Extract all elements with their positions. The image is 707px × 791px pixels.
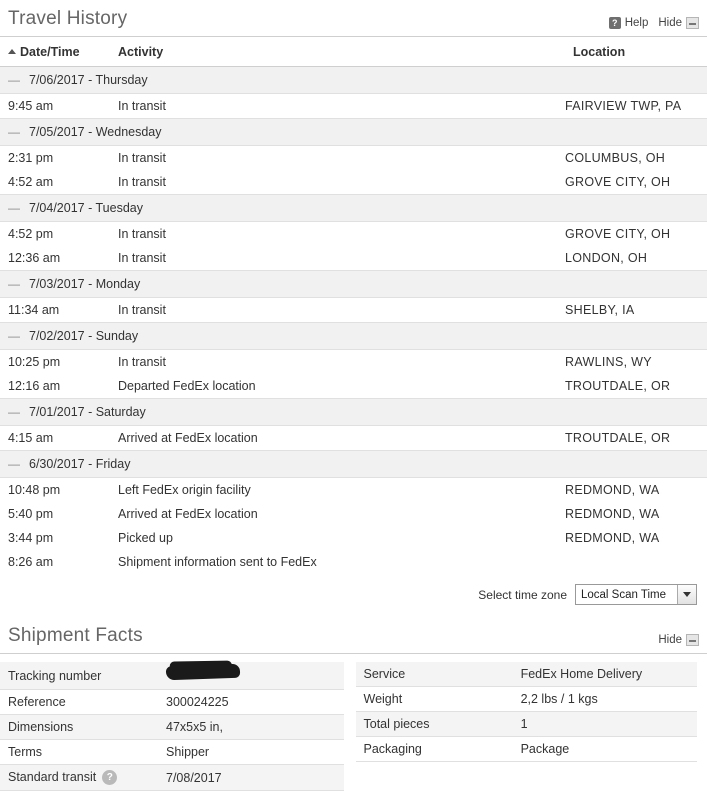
travel-event-row: [0, 550, 707, 574]
shipment-facts-right-column: [354, 662, 707, 791]
travel-event-row: [0, 170, 707, 195]
travel-day-cell: [0, 195, 707, 222]
event-time: 8:26 am: [0, 550, 110, 574]
travel-event-row: [0, 298, 707, 323]
fact-row: [0, 715, 344, 740]
travel-day-label: 6/30/2017 - Friday: [29, 457, 130, 471]
shipment-facts-header-controls: [658, 634, 699, 646]
event-location: TROUTDALE, OR: [565, 426, 707, 451]
travel-event-row: [0, 146, 707, 171]
event-location: SHELBY, IA: [565, 298, 707, 323]
hide-travel-history-link[interactable]: Hide: [658, 17, 682, 29]
collapse-day-icon[interactable]: —: [8, 201, 19, 215]
fact-label-text: Tracking number: [8, 669, 101, 683]
fact-label-text: Total pieces: [364, 717, 430, 731]
column-label-datetime: Date/Time: [20, 45, 80, 59]
sort-ascending-icon: [8, 49, 16, 54]
fact-value: 300024225: [158, 690, 344, 715]
event-time: 2:31 pm: [0, 146, 110, 171]
fact-label: [356, 712, 513, 737]
timezone-selected-value: Local Scan Time: [581, 589, 666, 601]
fact-value: 2,2 lbs / 1 kgs: [513, 687, 697, 712]
shipment-facts-right-table: [356, 662, 698, 762]
travel-day-row[interactable]: [0, 451, 707, 478]
travel-day-row[interactable]: [0, 119, 707, 146]
travel-day-cell: [0, 451, 707, 478]
travel-event-row: [0, 246, 707, 271]
travel-event-row: [0, 502, 707, 526]
event-time: 4:52 pm: [0, 222, 110, 247]
timezone-select[interactable]: [575, 584, 697, 605]
travel-day-label: 7/05/2017 - Wednesday: [29, 125, 162, 139]
collapse-day-icon[interactable]: —: [8, 405, 19, 419]
event-location: RAWLINS, WY: [565, 350, 707, 375]
travel-day-row[interactable]: [0, 67, 707, 94]
event-activity: In transit: [110, 170, 565, 195]
fact-row: [0, 662, 344, 690]
column-header-location[interactable]: [565, 37, 707, 67]
chevron-down-icon[interactable]: [677, 585, 696, 604]
timezone-row: [0, 574, 707, 617]
travel-event-row: [0, 526, 707, 550]
fact-row: [356, 687, 698, 712]
collapse-icon[interactable]: [686, 17, 699, 29]
event-activity: In transit: [110, 222, 565, 247]
column-header-datetime[interactable]: [0, 37, 110, 67]
event-time: 12:16 am: [0, 374, 110, 399]
event-location: [565, 550, 707, 574]
fact-row: [0, 740, 344, 765]
fact-label: [0, 690, 158, 715]
hide-shipment-facts-link[interactable]: Hide: [658, 634, 682, 646]
fact-row: [356, 662, 698, 687]
event-activity: In transit: [110, 350, 565, 375]
travel-day-label: 7/03/2017 - Monday: [29, 277, 140, 291]
travel-event-row: [0, 94, 707, 119]
collapse-day-icon[interactable]: —: [8, 457, 19, 471]
collapse-day-icon[interactable]: —: [8, 329, 19, 343]
fact-row: [356, 737, 698, 762]
travel-day-row[interactable]: [0, 195, 707, 222]
fact-value: FedEx Home Delivery: [513, 662, 697, 687]
travel-day-cell: [0, 271, 707, 298]
event-location: GROVE CITY, OH: [565, 170, 707, 195]
travel-history-table: [0, 37, 707, 574]
travel-event-row: [0, 426, 707, 451]
fact-row: [0, 690, 344, 715]
help-icon[interactable]: ?: [609, 17, 621, 29]
column-header-activity[interactable]: [110, 37, 565, 67]
travel-day-cell: [0, 67, 707, 94]
travel-event-row: [0, 374, 707, 399]
collapse-day-icon[interactable]: —: [8, 277, 19, 291]
event-time: 10:48 pm: [0, 478, 110, 503]
event-time: 9:45 am: [0, 94, 110, 119]
event-time: 5:40 pm: [0, 502, 110, 526]
travel-day-cell: [0, 399, 707, 426]
travel-event-row: [0, 478, 707, 503]
redacted-tracking-number: [166, 664, 240, 681]
travel-day-label: 7/01/2017 - Saturday: [29, 405, 146, 419]
travel-day-row[interactable]: [0, 399, 707, 426]
travel-day-label: 7/06/2017 - Thursday: [29, 73, 148, 87]
fact-label: [0, 715, 158, 740]
fact-value: 1: [513, 712, 697, 737]
event-time: 4:52 am: [0, 170, 110, 195]
column-label-location: Location: [573, 45, 625, 59]
travel-day-label: 7/04/2017 - Tuesday: [29, 201, 143, 215]
shipment-facts-title: Shipment Facts: [8, 625, 697, 647]
event-location: COLUMBUS, OH: [565, 146, 707, 171]
fact-value: Shipper: [158, 740, 344, 765]
shipment-facts-header: [0, 617, 707, 654]
fact-value: Package: [513, 737, 697, 762]
event-location: REDMOND, WA: [565, 478, 707, 503]
shipment-facts-left-table: [0, 662, 344, 791]
timezone-label: Select time zone: [478, 588, 567, 602]
spacer: [0, 654, 707, 662]
travel-history-header-controls: [609, 17, 699, 29]
travel-day-row[interactable]: [0, 271, 707, 298]
event-activity: Left FedEx origin facility: [110, 478, 565, 503]
fact-label-text: Dimensions: [8, 720, 73, 734]
event-time: 10:25 pm: [0, 350, 110, 375]
fact-label-text: Terms: [8, 745, 42, 759]
fact-row: [0, 765, 344, 791]
fact-label-text: Service: [364, 667, 406, 681]
event-time: 3:44 pm: [0, 526, 110, 550]
fact-label: [356, 687, 513, 712]
event-location: REDMOND, WA: [565, 526, 707, 550]
fact-label: [356, 662, 513, 687]
fact-value: 7/08/2017: [158, 765, 344, 791]
travel-history-body: [0, 67, 707, 575]
shipment-facts-body: [0, 662, 707, 791]
event-location: GROVE CITY, OH: [565, 222, 707, 247]
travel-event-row: [0, 350, 707, 375]
fact-label: [0, 765, 158, 791]
travel-history-header: [0, 0, 707, 37]
travel-day-row[interactable]: [0, 323, 707, 350]
event-location: LONDON, OH: [565, 246, 707, 271]
fact-label-text: Weight: [364, 692, 403, 706]
fact-label: [0, 740, 158, 765]
event-activity: Arrived at FedEx location: [110, 502, 565, 526]
event-activity: Departed FedEx location: [110, 374, 565, 399]
help-icon[interactable]: ?: [102, 770, 117, 785]
event-activity: In transit: [110, 246, 565, 271]
fact-label: [356, 737, 513, 762]
travel-history-header-row: [0, 37, 707, 67]
travel-event-row: [0, 222, 707, 247]
event-time: 12:36 am: [0, 246, 110, 271]
event-time: 4:15 am: [0, 426, 110, 451]
event-activity: Arrived at FedEx location: [110, 426, 565, 451]
event-location: FAIRVIEW TWP, PA: [565, 94, 707, 119]
collapse-day-icon[interactable]: —: [8, 73, 19, 87]
fact-value: [158, 662, 344, 690]
fact-label: [0, 662, 158, 690]
column-label-activity: Activity: [118, 45, 163, 59]
event-location: TROUTDALE, OR: [565, 374, 707, 399]
help-link[interactable]: Help: [625, 17, 649, 29]
collapse-icon[interactable]: [686, 634, 699, 646]
fact-value: 47x5x5 in,: [158, 715, 344, 740]
event-activity: Shipment information sent to FedEx: [110, 550, 565, 574]
fact-label-text: Reference: [8, 695, 66, 709]
travel-day-label: 7/02/2017 - Sunday: [29, 329, 138, 343]
shipment-facts-left-column: [0, 662, 354, 791]
fact-label-text: Standard transit: [8, 770, 96, 784]
event-activity: In transit: [110, 146, 565, 171]
collapse-day-icon[interactable]: —: [8, 125, 19, 139]
event-activity: In transit: [110, 94, 565, 119]
event-location: REDMOND, WA: [565, 502, 707, 526]
fact-label-text: Packaging: [364, 742, 422, 756]
event-activity: In transit: [110, 298, 565, 323]
fact-row: [356, 712, 698, 737]
event-time: 11:34 am: [0, 298, 110, 323]
event-activity: Picked up: [110, 526, 565, 550]
page-title: Travel History: [8, 8, 697, 30]
travel-day-cell: [0, 119, 707, 146]
travel-day-cell: [0, 323, 707, 350]
